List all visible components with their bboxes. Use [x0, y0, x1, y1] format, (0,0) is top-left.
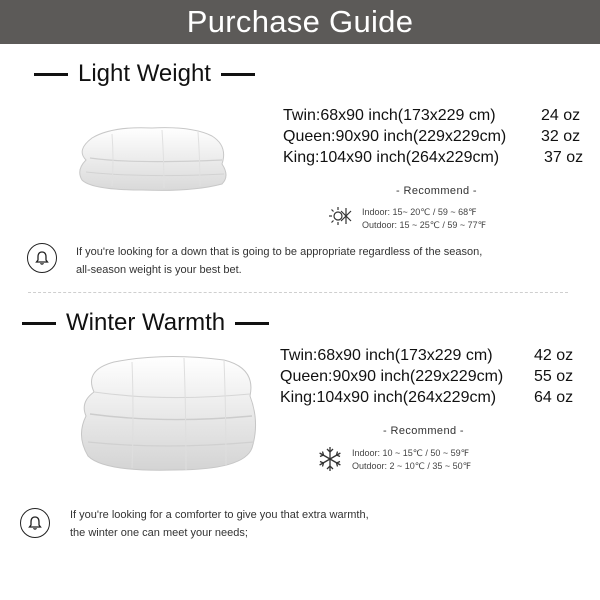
spec-row-king: [283, 147, 584, 168]
recommend-title: - Recommend -: [383, 425, 464, 437]
recommend-title: - Recommend -: [396, 185, 477, 197]
spec-row-twin: [283, 105, 581, 126]
spec-size: King:104x90 inch(264x229cm): [280, 389, 497, 406]
title-dash-left: [22, 322, 56, 325]
light-weight-note: [76, 243, 482, 279]
sun-snowflake-icon: [327, 203, 355, 229]
winter-quilt-image: [74, 352, 266, 474]
snowflake-icon: [316, 445, 344, 473]
spec-size: Twin:68x90 inch(173x229 cm): [280, 347, 493, 364]
spec-weight: 55 oz: [534, 368, 574, 385]
section-title-text: Winter Warmth: [66, 309, 226, 336]
note-line: If you're looking for a down that is going to be appropriate regardless of the season,: [76, 246, 483, 258]
section-title-winter-warmth: [22, 309, 269, 337]
outdoor-temp: Outdoor: 2 ~ 10℃ / 35 ~ 50℉: [352, 461, 472, 471]
section-title-text: Light Weight: [78, 60, 211, 87]
spec-size: King:104x90 inch(264x229cm): [283, 149, 500, 166]
light-size-specs: [283, 105, 584, 168]
spec-weight: 32 oz: [541, 128, 581, 145]
section-title-light-weight: [34, 60, 255, 88]
spec-weight: 42 oz: [534, 347, 574, 364]
note-line: all-season weight is your best bet.: [76, 264, 242, 276]
spec-row-twin: [280, 345, 574, 366]
note-line: If you're looking for a comforter to give you that extra warmth,: [70, 509, 369, 521]
winter-size-specs: [280, 345, 574, 408]
temperature-info: [362, 206, 486, 232]
temperature-info: [352, 447, 471, 473]
bell-icon-badge: [20, 508, 50, 538]
page-header: [0, 0, 600, 44]
spec-size: Queen:90x90 inch(229x229cm): [283, 128, 507, 145]
title-dash-left: [34, 73, 68, 76]
spec-size: Queen:90x90 inch(229x229cm): [280, 368, 504, 385]
light-quilt-image: [72, 120, 237, 192]
title-dash-right: [235, 322, 269, 325]
spec-row-queen: [280, 366, 574, 387]
page-title: Purchase Guide: [186, 4, 414, 39]
indoor-temp: Indoor: 10 ~ 15℃ / 50 ~ 59℉: [352, 448, 470, 458]
spec-weight: 64 oz: [534, 389, 574, 406]
winter-warmth-note: [70, 506, 369, 542]
spec-row-king: [280, 387, 574, 408]
indoor-temp: Indoor: 15~ 20℃ / 59 ~ 68℉: [362, 207, 477, 217]
spec-size: Twin:68x90 inch(173x229 cm): [283, 107, 496, 124]
title-dash-right: [221, 73, 255, 76]
spec-row-queen: [283, 126, 581, 147]
outdoor-temp: Outdoor: 15 ~ 25℃ / 59 ~ 77℉: [362, 220, 487, 230]
spec-weight: 37 oz: [544, 149, 584, 166]
spec-weight: 24 oz: [541, 107, 581, 124]
bell-icon-badge: [27, 243, 57, 273]
bell-icon: [27, 515, 43, 531]
note-line: the winter one can meet your needs;: [70, 527, 248, 539]
section-divider: [28, 292, 568, 293]
bell-icon: [34, 250, 50, 266]
